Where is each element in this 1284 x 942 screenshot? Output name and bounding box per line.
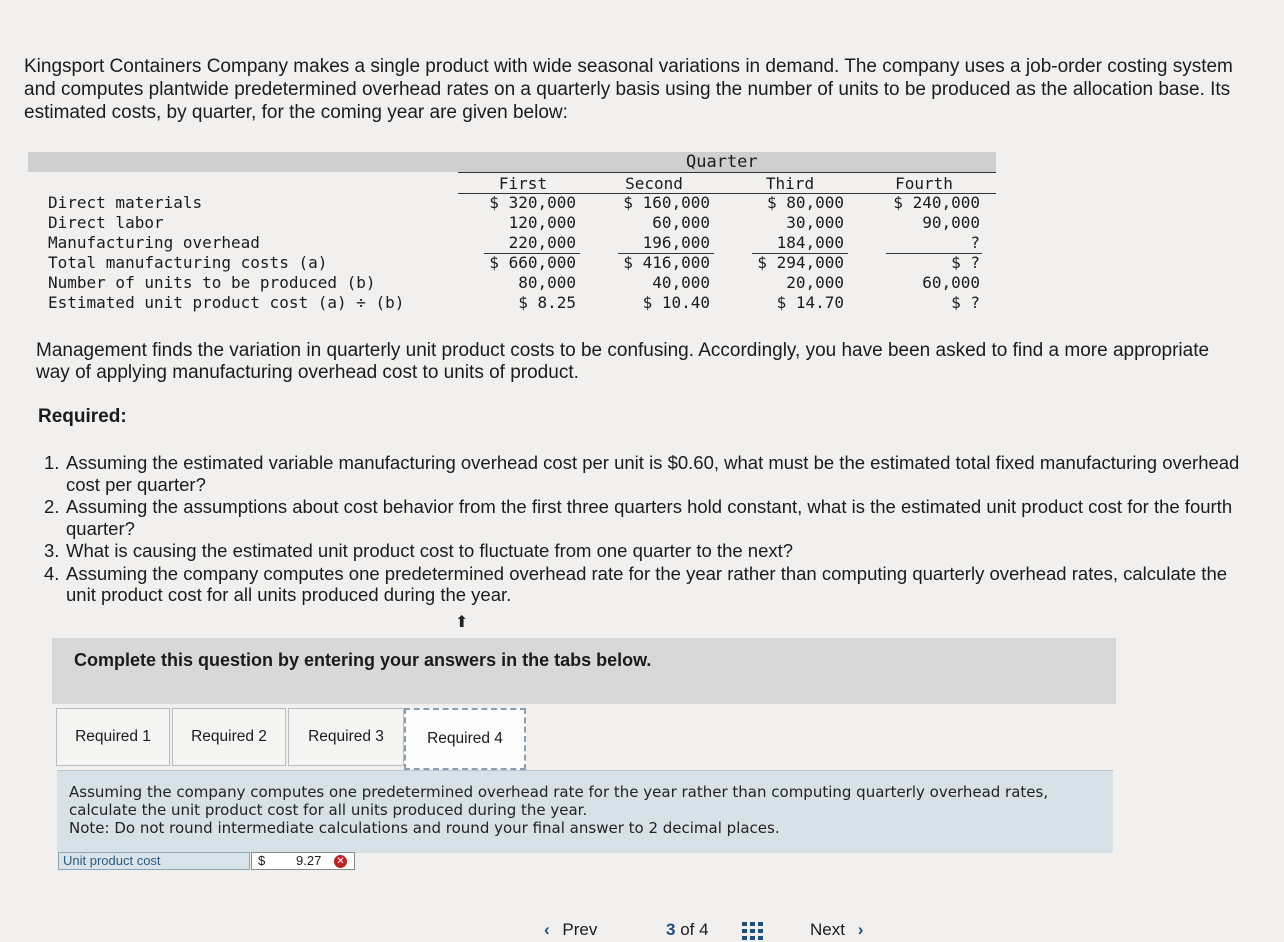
- cell: $ 320,000: [489, 193, 576, 212]
- cell: $ 80,000: [766, 193, 844, 212]
- page-of: of: [680, 920, 695, 939]
- requirement-text: What is causing the estimated unit product cost to fluctuate from one quarter to the next?: [66, 540, 794, 561]
- requirement-item: [44, 540, 1244, 562]
- current-page: 3: [666, 920, 676, 939]
- requirement-text: Assuming the company computes one predetermined overhead rate for the year rather than computing quarterly overhead rates, calculate the unit product cost for all units produced during the year.: [66, 562, 1228, 605]
- cell: $ 8.25: [518, 293, 576, 312]
- currency-symbol: $: [258, 853, 266, 868]
- answer-label: Unit product cost: [58, 852, 250, 870]
- panel-instruction: Assuming the company computes one predetermined overhead rate for the year rather than computing quarterly overhead rates, calculate the unit product cost for all units produced during the year.: [69, 783, 1049, 819]
- cell: $ 160,000: [623, 193, 710, 212]
- requirement-item: [44, 452, 1244, 495]
- row-label-direct-materials: Direct materials: [48, 193, 203, 212]
- cell: $ 240,000: [893, 193, 980, 212]
- cell: $ ?: [951, 293, 980, 312]
- requirement-text: Assuming the estimated variable manufacturing overhead cost per unit is $0.60, what must be the estimated total fixed manufacturing overhead cost per quarter?: [66, 452, 1240, 495]
- cell: $ 660,000: [489, 253, 576, 272]
- cell: $ 416,000: [623, 253, 710, 272]
- requirement-number: 4.: [44, 562, 60, 584]
- cell: 30,000: [786, 213, 844, 232]
- cell: $ 10.40: [642, 293, 710, 312]
- panel-note: Note: Do not round intermediate calculations and round your final answer to 2 decimal places.: [69, 819, 780, 837]
- cell: 80,000: [518, 273, 576, 292]
- tab-required-3[interactable]: Required 3: [288, 708, 404, 766]
- quarter-group-header: Quarter: [686, 152, 758, 172]
- cell: 220,000: [508, 233, 576, 252]
- row-label-units: Number of units to be produced (b): [48, 273, 376, 292]
- problem-intro: Kingsport Containers Company makes a single product with wide seasonal variations in demand. The company uses a job-order costing system and computes plantwide predetermined overhead rates on a quarterly basis using the number of units to be produced as the allocation base. Its estimated costs, by quarter, for the coming year are given below:: [24, 56, 1233, 123]
- requirement-item: [44, 496, 1244, 539]
- page-indicator: [666, 920, 709, 942]
- cell: $ 14.70: [776, 293, 844, 312]
- cell: 120,000: [508, 213, 576, 232]
- tab-required-1[interactable]: Required 1: [56, 708, 170, 766]
- cell: ?: [970, 233, 980, 252]
- requirement-number: 3.: [44, 540, 60, 561]
- chevron-right-icon: ›: [857, 920, 864, 939]
- tab-required-4[interactable]: Required 4: [404, 708, 526, 770]
- answer-value[interactable]: 9.27: [296, 853, 322, 868]
- instructions-banner: [52, 638, 1116, 704]
- cell: 60,000: [652, 213, 710, 232]
- row-label-unit-cost: Estimated unit product cost (a) ÷ (b): [48, 293, 405, 312]
- col-fourth: Fourth: [895, 174, 953, 193]
- col-first: First: [498, 174, 548, 193]
- cell: 40,000: [652, 273, 710, 292]
- cell: 90,000: [922, 213, 980, 232]
- prev-button[interactable]: [544, 920, 597, 942]
- col-third: Third: [765, 174, 815, 193]
- requirement-number: 2.: [44, 496, 60, 517]
- next-button[interactable]: [810, 920, 863, 942]
- cell: 184,000: [776, 233, 844, 252]
- row-label-manufacturing-overhead: Manufacturing overhead: [48, 233, 260, 252]
- prev-label: Prev: [562, 920, 598, 939]
- panel-instructions: [69, 783, 1099, 837]
- header-rule: [458, 172, 996, 173]
- x-icon: ✕: [334, 855, 347, 868]
- unit-product-cost-input[interactable]: [251, 852, 355, 870]
- cell: $ ?: [951, 253, 980, 272]
- complete-prompt: Complete this question by entering your answers in the tabs below.: [74, 650, 652, 670]
- cell: $ 294,000: [757, 253, 844, 272]
- required-heading: Required:: [38, 406, 127, 427]
- col-second: Second: [625, 174, 683, 193]
- cell: 20,000: [786, 273, 844, 292]
- grid-icon[interactable]: [742, 922, 764, 940]
- requirement-item: [44, 563, 1244, 606]
- tab-panel: [57, 770, 1113, 853]
- mouse-pointer-icon: ⬆: [455, 614, 469, 631]
- cell: 60,000: [922, 273, 980, 292]
- requirements-list: [44, 452, 1244, 607]
- row-label-total-costs: Total manufacturing costs (a): [48, 253, 328, 272]
- tab-required-2[interactable]: Required 2: [172, 708, 286, 766]
- requirement-text: Assuming the assumptions about cost behavior from the first three quarters hold constant, what is the estimated unit product cost for the fourth quarter?: [66, 496, 1233, 539]
- row-label-direct-labor: Direct labor: [48, 213, 164, 232]
- requirement-number: 1.: [44, 452, 60, 473]
- total-pages: 4: [699, 920, 709, 939]
- cell: 196,000: [642, 233, 710, 252]
- table-header-band: [28, 152, 996, 172]
- chevron-left-icon: ‹: [544, 920, 550, 939]
- next-label: Next: [810, 920, 845, 939]
- management-paragraph: Management finds the variation in quarterly unit product costs to be confusing. Accordingly, you have been asked to find a more appropriate way of applying manufacturing overhead cost to units of product.: [36, 340, 1210, 383]
